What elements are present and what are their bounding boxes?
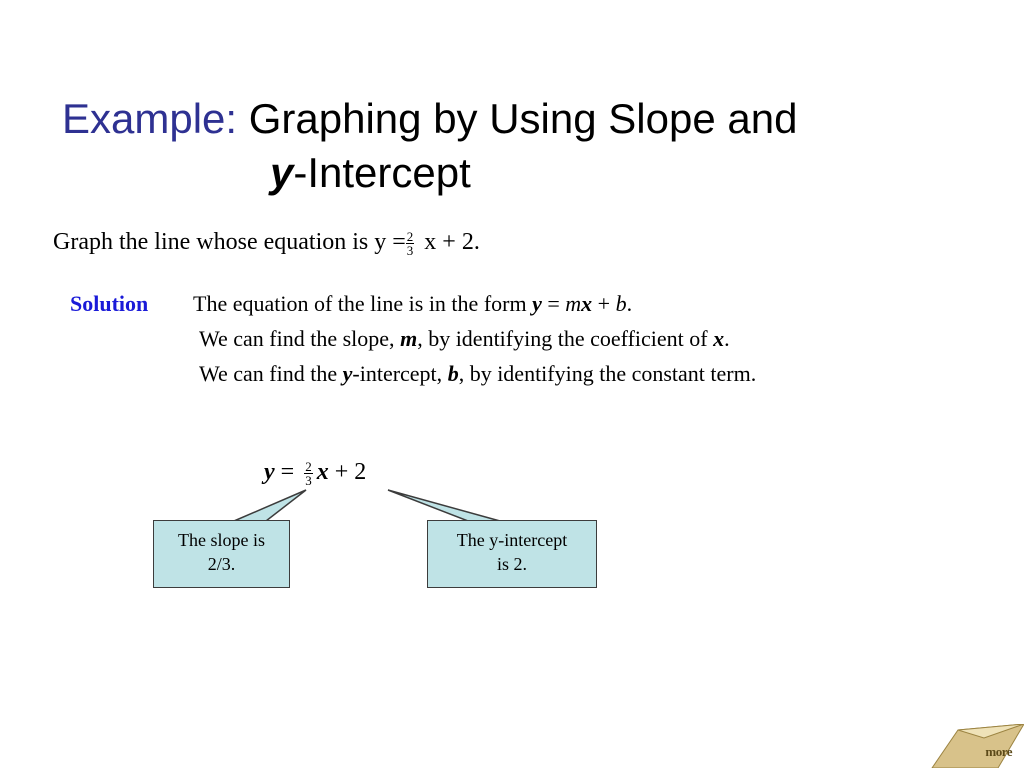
solution-line-2: We can find the slope, m, by identifying the coefficient of x.: [199, 326, 730, 351]
more-button[interactable]: [928, 724, 1024, 768]
title-lead: Example:: [62, 95, 238, 142]
slope-callout: [153, 520, 290, 588]
intercept-callout-line-1: The y-intercept: [456, 530, 568, 550]
problem-suffix: x + 2.: [424, 229, 480, 255]
title-text-2: -Intercept: [293, 149, 471, 196]
title-variable: y: [270, 149, 294, 196]
solution-label: Solution: [70, 291, 149, 316]
intercept-callout-pointer: [388, 490, 500, 521]
slope-callout-pointer: [234, 490, 306, 521]
problem-prefix: Graph the line whose equation is y =: [53, 229, 406, 255]
fraction-numerator: 2: [406, 228, 414, 244]
more-button-label: more: [985, 744, 1012, 759]
equation-fraction: $\frac{2}{3}$: [305, 458, 312, 488]
slope-callout-line-1: The slope is: [178, 530, 265, 550]
slope-callout-line-2: 2/3.: [207, 554, 236, 574]
title-text: Graphing by Using Slope and: [248, 95, 798, 142]
solution-line-1: The equation of the line is in the form y = mx + b.: [193, 291, 633, 316]
solution-line-3: We can find the y-intercept, b, by identifying the constant term.: [199, 361, 757, 386]
example-equation: y = $\frac{2}{3}$ x + 2: [264, 458, 367, 488]
intercept-callout-line-2: is 2.: [496, 554, 527, 574]
intercept-callout: [427, 520, 597, 588]
fraction-denominator: 3: [406, 242, 414, 258]
